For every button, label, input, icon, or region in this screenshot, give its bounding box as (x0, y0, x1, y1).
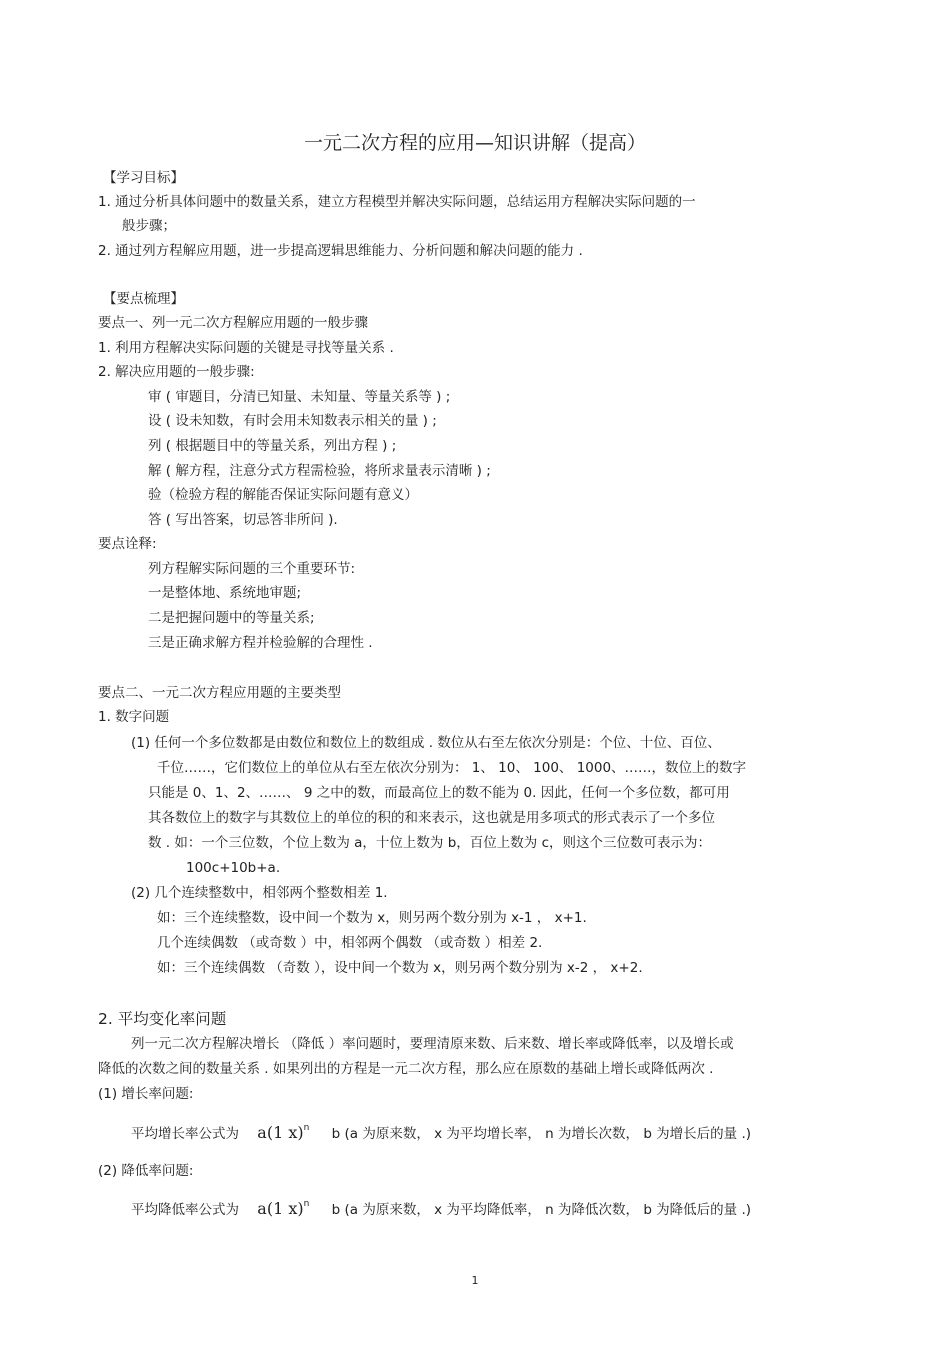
formula-description: b (a 为原来数， x 为平均增长率， n 为增长次数， b 为增长后的量 .) (331, 1126, 752, 1142)
number-line: 几个连续偶数 （或奇数 ）中，相邻两个偶数 （或奇数 ）相差 2. (157, 935, 543, 951)
step-answer: 答 ( 写出答案，切忌答非所问 ). (148, 512, 338, 528)
point-two-title: 要点二、一元二次方程应用题的主要类型 (98, 685, 341, 701)
objective-item-1-cont: 般步骤； (122, 218, 176, 234)
step-set: 设 ( 设未知数，有时会用未知数表示相关的量 ) ; (148, 413, 437, 429)
increase-rate-formula (131, 1124, 751, 1145)
objective-item-2: 2. 通过列方程解应用题，进一步提高逻辑思维能力、分析问题和解决问题的能力 . (98, 243, 583, 259)
note-line: 三是正确求解方程并检验解的合理性 . (148, 635, 373, 651)
rate-problem-heading: 2. 平均变化率问题 (98, 1010, 227, 1028)
number-line: 如：三个连续整数，设中间一个数为 x，则另两个数分别为 x-1 ， x+1. (157, 910, 587, 926)
number-line: 数 . 如：一个三位数，个位上数为 a，十位上数为 b，百位上数为 c，则这个三位数可表示为： (148, 835, 712, 851)
point-one-title: 要点一、列一元二次方程解应用题的一般步骤 (98, 315, 368, 331)
step-check: 验（检验方程的解能否保证实际问题有意义） (148, 487, 418, 503)
number-line: 如：三个连续偶数 （奇数 ），设中间一个数为 x，则另两个数分别为 x-2 ， x+2. (157, 960, 643, 976)
points-heading: 【要点梳理】 (103, 291, 184, 307)
note-line: 列方程解实际问题的三个重要环节: (148, 561, 356, 577)
rate-paragraph-line-2: 降低的次数之间的数量关系 . 如果列出的方程是一元二次方程，那么应在原数的基础上增长或降低两次 . (98, 1061, 714, 1077)
step-review: 审 ( 审题目，分清已知量、未知量、等量关系等 ) ; (148, 389, 451, 405)
rate-paragraph-line-1: 列一元二次方程解决增长 （降低 ）率问题时，要理清原来数、后来数、增长率或降低率，以及增长或 (131, 1036, 734, 1052)
decrease-rate-formula (131, 1200, 751, 1221)
point-one-item-2: 2. 解决应用题的一般步骤: (98, 364, 255, 380)
note-line: 一是整体地、系统地审题; (148, 585, 302, 601)
number-line: 其各数位上的数字与其数位上的单位的积的和来表示，这也就是用多项式的形式表示了一个多位 (148, 810, 715, 826)
formula-expression: a(1 x) (257, 1199, 304, 1218)
formula-expression: a(1 x) (257, 1123, 304, 1142)
number-line: (1) 任何一个多位数都是由数位和数位上的数组成 . 数位从右至左依次分别是：个位、十位、百位、 (131, 735, 721, 751)
step-solve: 解 ( 解方程，注意分式方程需检验，将所求量表示清晰 ) ; (148, 463, 491, 479)
formula-exponent: n (303, 1123, 310, 1133)
formula-label: 平均增长率公式为 (131, 1126, 239, 1142)
page-title: 一元二次方程的应用—知识讲解（提高） (303, 132, 646, 154)
point-one-item-1: 1. 利用方程解决实际问题的关键是寻找等量关系 . (98, 340, 394, 356)
objectives-heading: 【学习目标】 (103, 170, 184, 186)
formula-label: 平均降低率公式为 (131, 1202, 239, 1218)
number-line: 只能是 0、1、2、……、 9 之中的数，而最高位上的数不能为 0. 因此，任何一个多位数，都可用 (148, 785, 730, 801)
number-problem-heading: 1. 数字问题 (98, 709, 170, 725)
decrease-rate-heading: (2) 降低率问题: (98, 1163, 194, 1179)
number-line: 100c+10b+a. (186, 860, 281, 876)
number-line: (2) 几个连续整数中，相邻两个整数相差 1. (131, 885, 388, 901)
notes-title: 要点诠释: (98, 536, 157, 552)
formula-exponent: n (303, 1199, 310, 1209)
number-line: 千位……，它们数位上的单位从右至左依次分别为： 1、 10、 100、 1000、……，数位上的数字 (157, 760, 747, 776)
step-list: 列 ( 根据题目中的等量关系，列出方程 ) ; (148, 438, 397, 454)
note-line: 二是把握问题中的等量关系; (148, 610, 315, 626)
increase-rate-heading: (1) 增长率问题: (98, 1086, 194, 1102)
objective-item-1: 1. 通过分析具体问题中的数量关系，建立方程模型并解决实际问题，总结运用方程解决实际问题的一 (98, 194, 696, 210)
formula-description: b (a 为原来数， x 为平均降低率， n 为降低次数， b 为降低后的量 .) (331, 1202, 752, 1218)
page-number: 1 (471, 1274, 479, 1287)
